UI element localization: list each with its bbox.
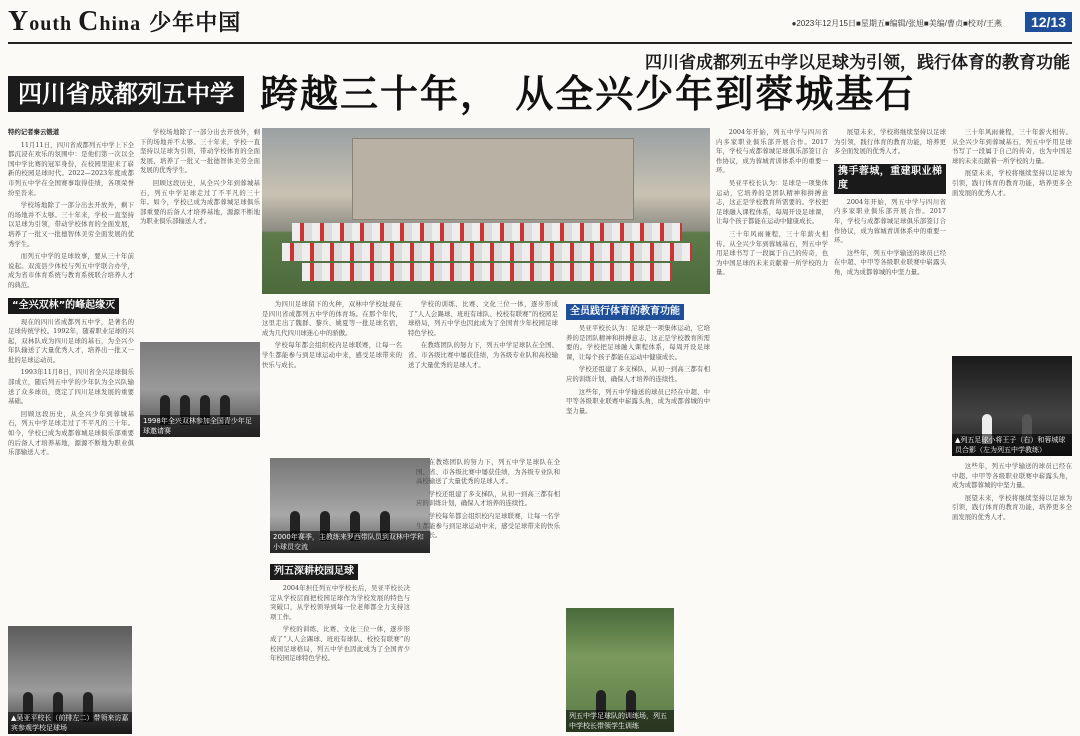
paragraph: 吴亚平校长认为：足球是一项集体运动，它培养的是团队精神和拼搏意志，这正是学校教育所需要的。学校把足球融入课程体系，每周开设足球课，让每个孩子都能在运动中健康成长。	[716, 178, 828, 226]
brand-letter: Y	[8, 6, 30, 37]
paragraph: 学校每年都会组织校内足球联赛，让每一名学生都能参与到足球运动中来，感受足球带来的快乐与成长。	[262, 341, 402, 369]
column-5	[416, 458, 560, 730]
players-row	[292, 223, 682, 241]
brand-cn: 少年中国	[149, 11, 242, 36]
page-number: 12/13	[1025, 12, 1072, 32]
training-photo	[566, 608, 674, 732]
youth-team-photo	[140, 342, 260, 437]
paragraph: 展望未来，学校将继续坚持以足球为引领，践行体育的教育功能，培养更多全面发展的优秀人才。	[834, 128, 946, 156]
players-row	[302, 263, 672, 281]
paragraph: 2004年担任列五中学校长后，吴亚平校长决定从学校层面把校园足球作为学校发展的特色与突破口，从学校领导到每一位老师都全力支持这项工作。	[270, 584, 410, 621]
paragraph: 这些年，列五中学输送的球员已经在中超、中甲等各级职业联赛中崭露头角，成为成都蓉城的中坚力量。	[952, 462, 1072, 490]
paragraph: 学校每年都会组织校内足球联赛，让每一名学生都能参与到足球运动中来，感受足球带来的快乐与成长。	[416, 511, 560, 540]
column-7	[716, 128, 828, 728]
section-heading: 全员践行体育的教育功能	[566, 304, 684, 320]
subtitle: 四川省成都列五中学以足球为引领，践行体育的教育功能	[645, 53, 1070, 73]
main-title: 跨越三十年， 从全兴少年到蓉城基石	[260, 72, 916, 116]
paragraph: 回顾这段历史，从全兴少年到蓉城基石，列五中学足球走过了不平凡的三十年。如今，学校已成为成都蓉城足球俱乐部重要的后备人才培养基地，源源不断地为职业俱乐部输送人才。	[140, 178, 260, 226]
paragraph: 2004年开始，列五中学与四川省内多家职业俱乐部开展合作。2017年，学校与成都蓉城足球俱乐部签订合作协议，成为蓉城青训体系中的重要一环。	[716, 128, 828, 175]
paragraph: 这些年，列五中学输送的球员已经在中超、中甲等各级职业联赛中崭露头角，成为成都蓉城的中坚力量。	[566, 387, 710, 415]
paragraph: 这些年，列五中学输送的球员已经在中超、中甲等各级职业联赛中崭露头角，成为成都蓉城的中坚力量。	[834, 248, 946, 276]
column-9	[952, 128, 1072, 348]
issue-info: ●2023年12月15日■星期五■编辑/张旭■美编/曹贞■校对/王燕	[791, 19, 1002, 28]
column-2	[140, 128, 260, 338]
brand-letter: C	[78, 6, 100, 37]
paragraph: 在教练团队的努力下，列五中学足球队在全国、省、市各级比赛中屡获佳绩，为各级专业队和高校输送了大量优秀的足球人才。	[408, 341, 558, 369]
player-photo	[952, 356, 1072, 456]
paragraph: 而列五中学的足球故事，要从三十年前说起。双流县少体校与列五中学联合办学，成为省市体育系统与教育系统联合培养人才的典范。	[8, 252, 134, 289]
photo-caption: 列五中学足球队的训练场，列五中学校长带领学生训练	[566, 710, 674, 732]
column-8	[834, 128, 946, 728]
paragraph: 学校的训练、比赛、文化三位一体，逐步形成了“人人会踢球、班班有球队、校校有联赛”的校园足球格局，列五中学也因此成为了全国青少年校园足球特色学校。	[270, 625, 410, 663]
paragraph: 11月11日，四川省成都列五中学上下全都沉浸在欢乐的氛围中：是他们第一次以全国中学比赛的冠军身份，在校园里迎来了崭新的校园足球时代。2022—2023年度成都市列五中学在全国赛事取得佳绩，各项荣誉纷至沓来。	[8, 140, 134, 197]
paragraph: 三十年风雨兼程，三十年薪火相传。从全兴少年到蓉城基石，列五中学用足球书写了一段属于自己的传奇，也为中国足球的未来贡献着一所学校的力量。	[952, 128, 1072, 165]
paragraph: 在教练团队的努力下，列五中学足球队在全国、省、市各级比赛中屡获佳绩，为各级专业队和高校输送了大量优秀的足球人才。	[416, 458, 560, 486]
photo-caption: 2000年赛季，主教练来罗西带队员到双林中学和小球员交流	[270, 531, 430, 553]
brand-logo	[8, 6, 241, 38]
paragraph: 现在的四川省成都列五中学，是著名的足球传统学校。1992年，随着职业足球的兴起，双林队成为四川足球的基石，为全兴少年队输送了大量优秀人才，培养出一批又一批的足球运动员。	[8, 317, 134, 364]
paragraph: 学校还组建了多支梯队，从初一到高三都有相应的训练计划，确保人才培养的连续性。	[416, 489, 560, 508]
visit-photo	[270, 458, 430, 553]
paragraph: 学校还组建了多支梯队，从初一到高三都有相应的训练计划，确保人才培养的连续性。	[566, 365, 710, 383]
column-3	[262, 300, 402, 450]
photo-caption: 1998年全兴双林参加全国青少年足球邀请赛	[140, 415, 260, 437]
brand-word: outh	[29, 13, 79, 35]
principal-photo	[8, 626, 132, 734]
paragraph: 回顾这段历史，从全兴少年到蓉城基石，列五中学足球走过了不平凡的三十年。如今，学校已成为成都蓉城足球俱乐部重要的后备人才培养基地，源源不断地为职业俱乐部输送人才。	[8, 409, 134, 457]
school-building	[352, 138, 634, 220]
section-heading: 列五深耕校园足球	[270, 564, 358, 580]
paragraph: 学校场地除了一部分出去开放外，剩下的场地并不太够。三十年来，学校一直坚持以足球为引领，带动学校体育的全面发展，培养了一批又一批德智体美劳全面发展的优秀学生。	[140, 128, 260, 175]
photo-caption: ▲吴亚平校长（前排左二）带领来访嘉宾参观学校足球场	[8, 712, 132, 734]
paragraph: 展望未来，学校将继续坚持以足球为引领，践行体育的教育功能，培养更多全面发展的优秀人才。	[952, 493, 1072, 521]
team-photo	[262, 128, 710, 294]
paragraph: 三十年风雨兼程，三十年薪火相传。从全兴少年到蓉城基石，列五中学用足球书写了一段属于自己的传奇，也为中国足球的未来贡献着一所学校的力量。	[716, 229, 828, 277]
paragraph: 为四川足球留下的火种，双林中学校址现在是四川省成都列五中学的体育场。在那个年代，这里走出了魏群、黎兵、姚夏等一批足球名宿，成为几代四川球迷心中的骄傲。	[262, 300, 402, 337]
paragraph: 学校的训练、比赛、文化三位一体，逐步形成了“人人会踢球、班班有球队、校校有联赛”的校园足球格局，列五中学也因此成为了全国青少年校园足球特色学校。	[408, 300, 558, 337]
players-row	[282, 243, 692, 261]
column-4	[270, 560, 410, 730]
masthead	[8, 6, 1072, 44]
paragraph: 学校场地除了一部分出去开放外，剩下的场地并不太够。三十年来，学校一直坚持以足球为引领，带动学校体育的全面发展，培养了一批又一批德智体美劳全面发展的优秀学生。	[8, 201, 134, 248]
byline: 特约记者秦云锻道	[8, 128, 60, 136]
column-1	[8, 128, 134, 618]
photo-caption: ▲列五足球小将王子（右）和蓉城球员合影（左为列五中学教练）	[952, 434, 1072, 456]
section-heading: “全兴双林”的峰起缘灭	[8, 298, 119, 314]
paragraph: 1993年11月8日，四川省全兴足球俱乐部成立，随后列五中学的少年队为全兴队输送了众多球员，奠定了四川足球发展的重要基础。	[8, 368, 134, 406]
headline	[8, 72, 1072, 118]
section-heading: 携手蓉城，重建职业梯度	[834, 164, 946, 194]
paragraph: 2004年开始，列五中学与四川省内多家职业俱乐部开展合作。2017年，学校与成都蓉城足球俱乐部签订合作协议，成为蓉城青训体系中的重要一环。	[834, 197, 946, 245]
column-6	[566, 300, 710, 600]
column-10	[952, 462, 1072, 732]
school-tag: 四川省成都列五中学	[8, 76, 244, 112]
paragraph: 吴亚平校长认为：足球是一项集体运动，它培养的是团队精神和拼搏意志，这正是学校教育所需要的。学校把足球融入课程体系，每周开设足球课，让每个孩子都能在运动中健康成长。	[566, 324, 710, 361]
column-3b	[408, 300, 558, 450]
paragraph: 展望未来，学校将继续坚持以足球为引领，践行体育的教育功能，培养更多全面发展的优秀人才。	[952, 169, 1072, 197]
brand-word: hina	[99, 13, 142, 35]
